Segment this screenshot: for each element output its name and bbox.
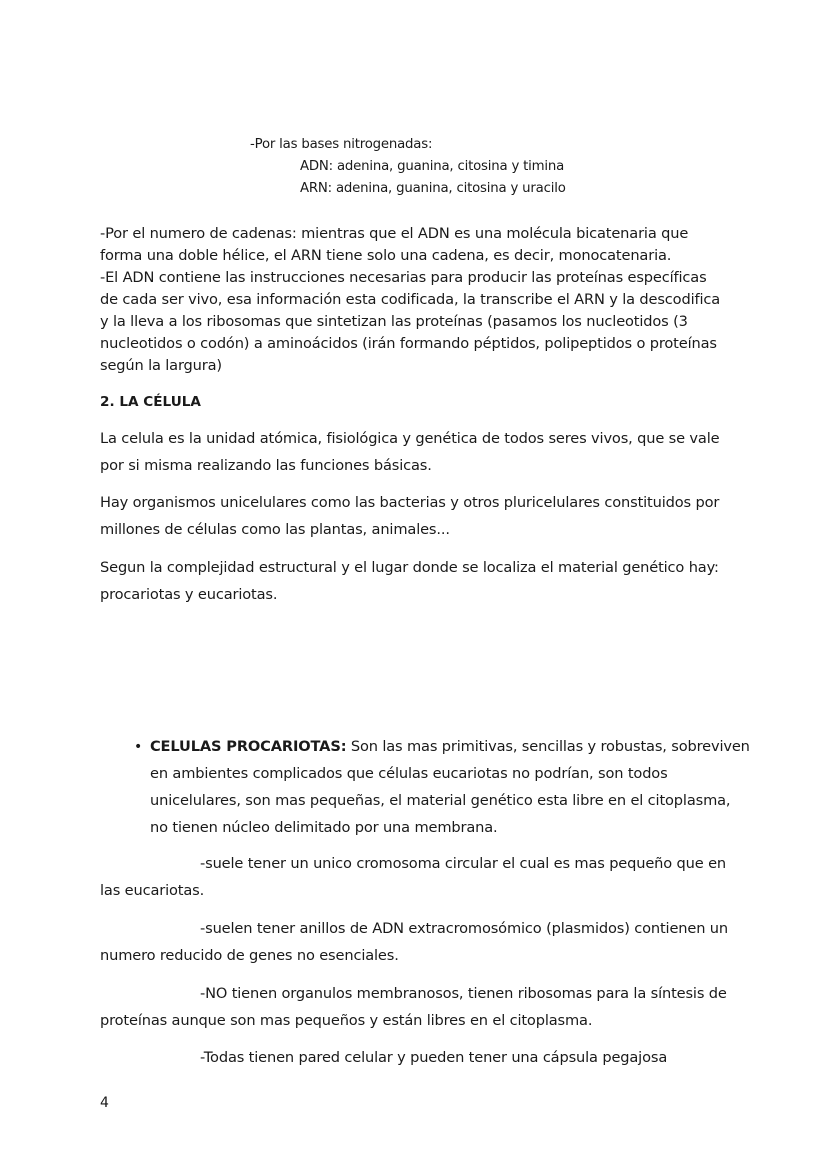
celula-line: La celula es la unidad atómica, fisiológica y genética de todos seres vivos, que se vale [100,430,720,447]
procariotas-line: unicelulares, son mas pequeñas, el material genético esta libre en el citoplasma, [150,792,731,809]
procariotas-label: CELULAS PROCARIOTAS: [150,738,347,755]
bases-title: -Por las bases nitrogenadas: [250,137,433,152]
organismos-line: millones de células como las plantas, animales... [100,521,450,538]
cadenas-line: de cada ser vivo, esa información esta codificada, la transcribe el ARN y la descodifica [100,291,721,308]
cadenas-line: forma una doble hélice, el ARN tiene solo una cadena, es decir, monocatenaria. [100,247,672,264]
detail-pared-first: -Todas tienen pared celular y pueden tener una cápsula pegajosa [200,1049,668,1066]
cadenas-line: -El ADN contiene las instrucciones necesarias para producir las proteínas específicas [100,269,707,286]
bases-adn: ADN: adenina, guanina, citosina y timina [300,159,565,174]
cadenas-line: y la lleva a los ribosomas que sintetizan las proteínas (pasamos los nucleotidos (3 [100,313,688,330]
cadenas-line: nucleotidos o codón) a aminoácidos (irán formando péptidos, polipeptidos o proteínas [100,335,717,352]
cadenas-line: -Por el numero de cadenas: mientras que el ADN es una molécula bicatenaria que [100,225,689,242]
detail-plasmidos-first: -suelen tener anillos de ADN extracromosómico (plasmidos) contienen un [200,920,728,937]
cadenas-line: según la largura) [100,357,222,374]
organismos-line: Hay organismos unicelulares como las bacterias y otros pluricelulares constituidos por [100,494,720,511]
detail-organulos-first: -NO tienen organulos membranosos, tienen ribosomas para la síntesis de [200,985,727,1002]
page-number: 4 [100,1095,109,1111]
bases-arn: ARN: adenina, guanina, citosina y uracilo [300,181,566,196]
procariotas-line: no tienen núcleo delimitado por una membrana. [150,819,498,836]
procariotas-line-first [150,736,750,758]
detail-cromosoma-second: las eucariotas. [100,882,205,899]
procariotas-line: en ambientes complicados que células eucariotas no podrían, son todos [150,765,668,782]
complejidad-line: Segun la complejidad estructural y el lugar donde se localiza el material genético hay: [100,559,719,576]
complejidad-line: procariotas y eucariotas. [100,586,278,603]
detail-organulos-second: proteínas aunque son mas pequeños y están libres en el citoplasma. [100,1012,593,1029]
detail-cromosoma-first: -suele tener un unico cromosoma circular el cual es mas pequeño que en [200,855,727,872]
section-heading: 2. LA CÉLULA [100,394,201,410]
celula-line: por si misma realizando las funciones básicas. [100,457,432,474]
bullet-dot: • [134,739,143,755]
detail-plasmidos-second: numero reducido de genes no esenciales. [100,947,399,964]
procariotas-line-rest: Son las mas primitivas, sencillas y robustas, sobreviven [346,738,750,755]
